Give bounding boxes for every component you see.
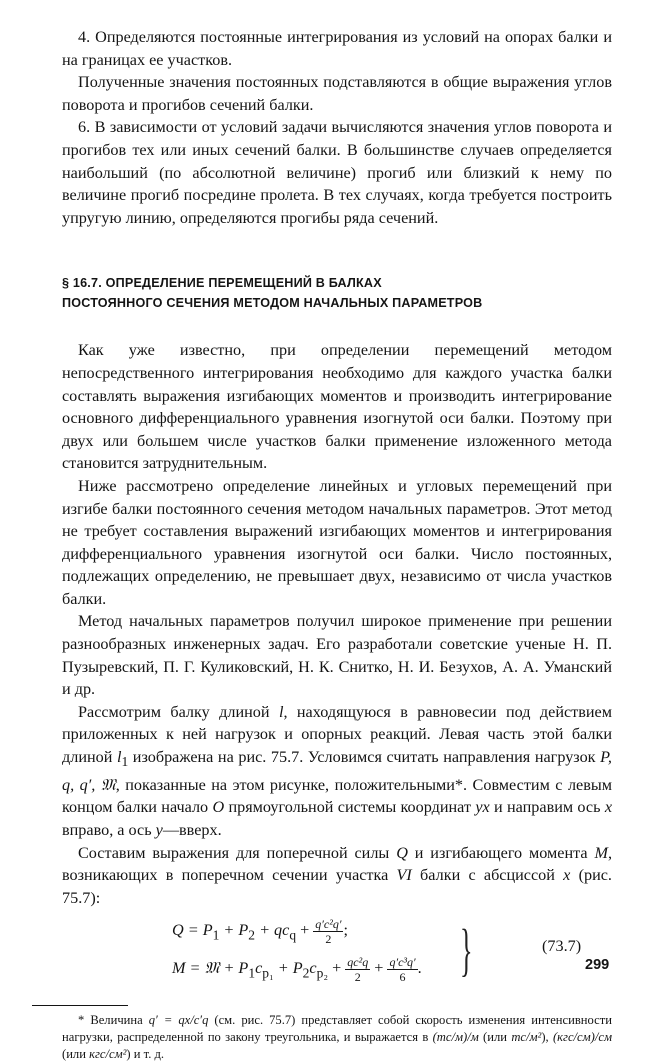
fraction: $\frac{\text{qc²q}}{2}$: [347, 955, 369, 985]
footnote: * Величина q′ = qx/c′q (см. рис. 75.7) представляет собой скорость изменения интенсивности нагрузки, распределенной по закону треугольника, и выражается в (тс/м)/м (или тс/м²), (кгс/см)/см (или кгс/см²) и т. д.: [62, 1013, 612, 1062]
section-heading-line-1: § 16.7. ОПРЕДЕЛЕНИЕ ПЕРЕМЕЩЕНИЙ В БАЛКАХ: [62, 276, 382, 291]
paragraph-intro-method: Как уже известно, при определении перемещений методом непосредственного интегрирования необходимо для каждого участка балки составлять выражения изгибающих моментов и производить интегрирование основного дифференциального уравнения изогнутой оси балки. Поэтому при двух или большем числе участков балки применение изложенного метода становится затруднительным.: [62, 341, 612, 473]
symbol-l1: l: [116, 748, 122, 767]
paragraph-method-description: Ниже рассмотрено определение линейных и угловых перемещений при изгибе балки постоянного сечения методом начальных параметров. Этот метод не требует составления выражений изгибающих моментов и интегрирования дифференциального уравнения изогнутой оси балки. Число постоянных, подлежащих определению, не превышает двух, независимо от числа участков балки.: [62, 476, 612, 608]
paragraph-beam-setup: Рассмотрим балку длиной l, находящуюся в равновесии под действием приложенных к ней нагрузок и опорных реакций. Левая часть этой балки длиной $l_1$ изображена на рис. 75.7. Условимся считать направления нагрузок P, q, q′, 𝔐, показанные на этом рисунке, положительными*. Совместим с левым концом балки начало O прямоугольной системы координат yx и направим ось x вправо, а ось y—вверх.: [62, 702, 612, 840]
footnote-marker: *: [454, 775, 464, 794]
paragraph-step-4: 4. Определяются постоянные интегрирования из условий на опорах балки и на границах ее участков.: [62, 28, 612, 69]
symbol-l: l: [278, 702, 284, 721]
paragraph-step-5: Полученные значения постоянных подставляются в общие выражения углов поворота и прогибов сечений балки.: [62, 73, 612, 114]
paragraph-method-history: Метод начальных параметров получил широкое применение при решении разнообразных инженерных задач. Его разработали советские ученые Н. П. Пузыревский, П. Г. Куликовский, Н. К. Снитко, Н. И. Безухов, А. А. Уманский и др.: [62, 612, 612, 699]
equation-number: (73.7): [542, 937, 582, 956]
fraction: $\frac{\text{q′c³q′}}{6}$: [389, 955, 416, 985]
fraction: $\frac{\text{q′c²q′}}{2}$: [315, 917, 342, 947]
paragraph-step-6: 6. В зависимости от условий задачи вычисляются значения углов поворота и прогибов тех или иных сечений балки. В большинстве случаев определяется наибольший (по абсолютной величине) прогиб или близкий к нему по величине прогиб посредине пролета. В тех случаях, когда требуется построить упругую линию, определяются прогибы ряда сечений.: [62, 118, 612, 227]
page-body: [62, 26, 612, 1063]
symbol-loads: P, q, q′, 𝔐: [62, 748, 612, 794]
right-brace-icon: }: [460, 917, 473, 983]
section-heading-line-2: ПОСТОЯННОГО СЕЧЕНИЯ МЕТОДОМ НАЧАЛЬНЫХ ПАРАМЕТРОВ: [62, 296, 483, 311]
equation-row-bending-moment: M = 𝔐 + $P_1c_{p_1} + P_2c_{p_2}$ + $\frac{\text{qc²q}}{2}$ + $\frac{\text{q′c³q′}}{6}$ .: [172, 955, 422, 985]
page-number: 299: [585, 957, 610, 973]
equation-block: [62, 911, 612, 993]
footnote-divider: [32, 1005, 128, 1006]
paragraph-expressions-intro: Составим выражения для поперечной силы Q и изгибающего момента M, возникающих в поперечном сечении участка VI балки с абсциссой x (рис. 75.7):: [62, 843, 613, 907]
equation-row-shear-force: $Q = P_1 + P_2 + qc_q$ + $\frac{\text{q′c²q′}}{2}$ ;: [172, 917, 348, 947]
